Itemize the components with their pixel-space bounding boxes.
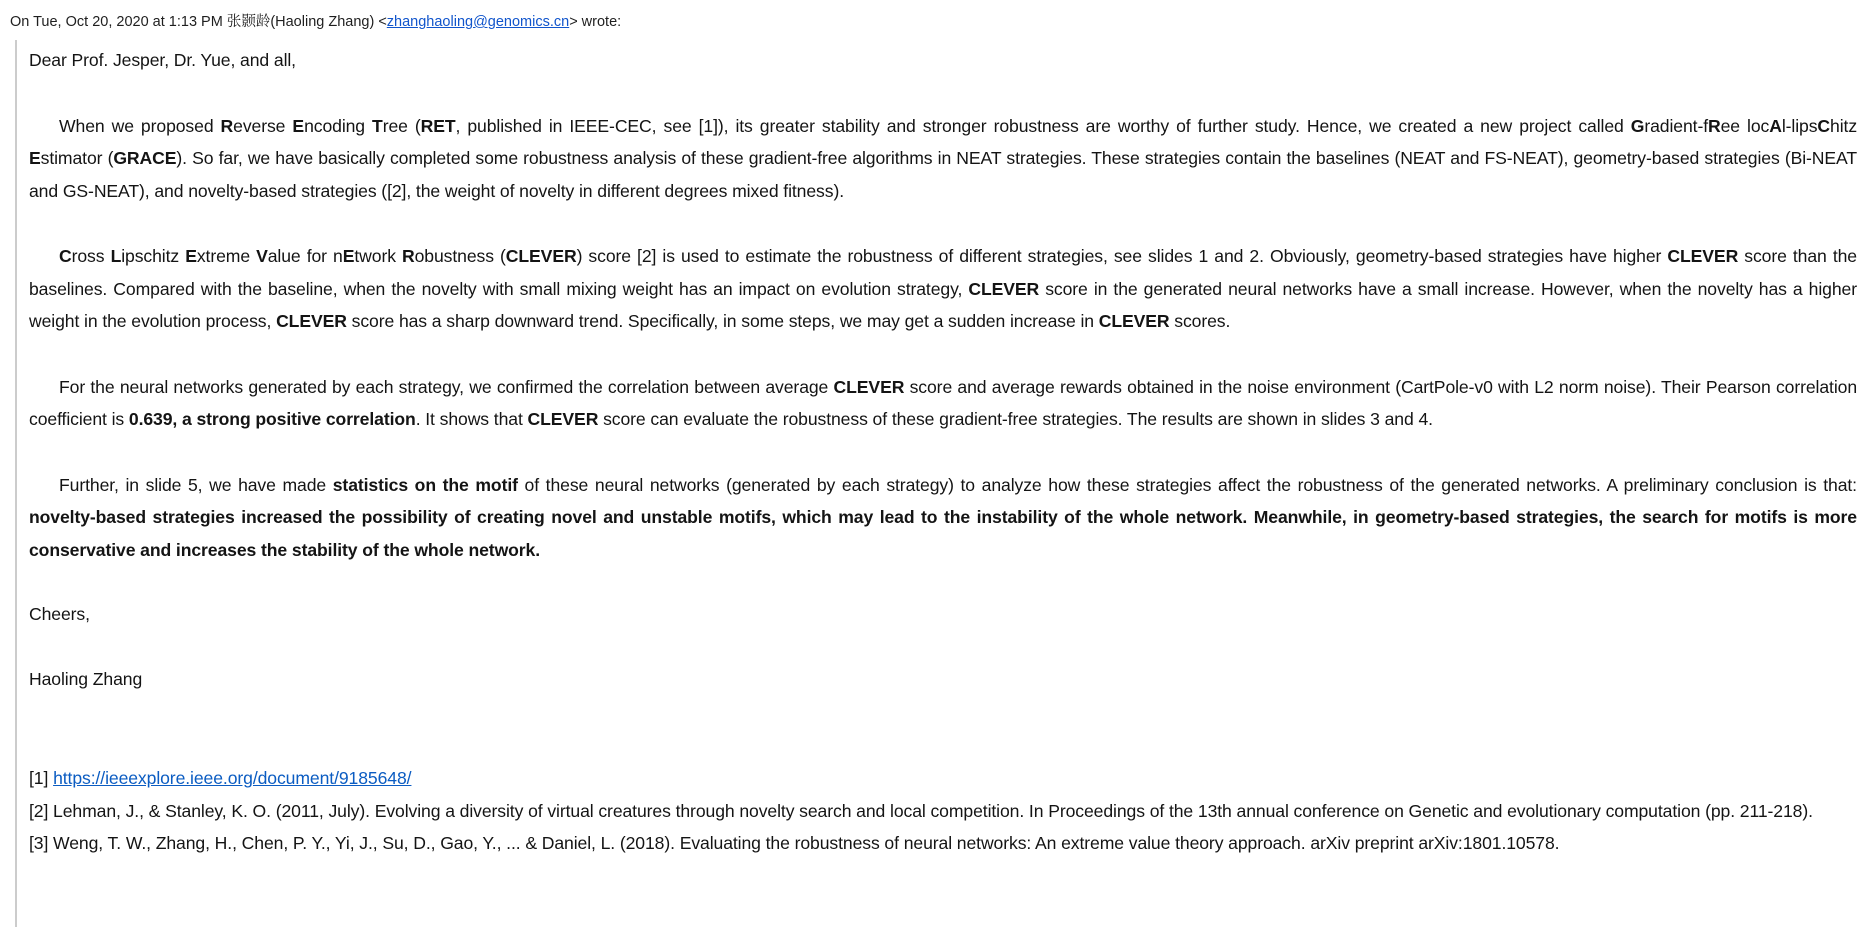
bold-text-run: E [342,246,355,266]
text-run: , published in IEEE-CEC, see [1]), its greater stability and stronger robustness are worthy of further study. Hence, we created a new project called [455,115,1631,136]
bold-text-run: novelty-based strategies increased the possibility of creating novel and unstable motifs, which may lead to the instability of the whole network. Meanwhile, in geometry-based strategies, the search for motifs is more conservative and increases the stability of the whole network. [29,507,1857,560]
text-run: ) score [2] is used to estimate the robustness of different strategies, see slides 1 and 2. Obviously, geometry-based strategies have higher [576,246,1668,266]
reference-list [29,762,1857,860]
text-run: l-lips [1781,115,1818,136]
text-run: hitz [1830,115,1858,136]
text-run: Further, in slide 5, we have made [59,474,333,495]
text-run: obustness ( [414,246,506,266]
text-run: ). So far, we have basically completed some robustness analysis of these gradient-free algorithms in NEAT strategies. These strategies contain the baselines (NEAT and FS-NEAT), geometry-based strategies (Bi-NEAT and GS-NEAT), and novelty-based strategies ([2], the weight of novelty in different degrees mixed fitness). [29,148,1857,201]
text-run: alue for n [267,246,343,266]
text-run: ross [71,246,111,266]
quote-attribution-suffix: > wrote: [569,14,622,30]
quoted-email-body [15,40,1875,927]
text-run: ee loc [1720,115,1770,136]
text-run: score has a sharp downward trend. Specifically, in some steps, we may get a sudden increase in [346,311,1099,331]
email-view [0,12,1875,927]
bold-text-run: GRACE [113,148,177,168]
bold-text-run: A [1769,115,1782,136]
bold-text-run: CLEVER [968,278,1040,299]
bold-text-run: R [1708,115,1721,136]
bold-text-run: R [220,115,234,136]
sender-email-link[interactable]: zhanghaoling@genomics.cn [386,14,570,30]
bold-text-run: R [402,246,415,266]
bold-text-run: CLEVER [1098,311,1170,331]
text-run: [2] Lehman, J., & Stanley, K. O. (2011, July). Evolving a diversity of virtual creatures through novelty search and local competition. In Proceedings of the 13th annual conference on Genetic and evolutionary computation (pp. 211-218). [29,800,1813,821]
text-run: ncoding [304,115,373,136]
bold-text-run: RET [420,115,456,136]
bold-text-run: V [256,246,268,266]
text-run: ree ( [382,115,421,136]
text-run: radient-f [1644,115,1709,136]
body-paragraph-2 [29,240,1857,338]
body-paragraph-4 [29,469,1857,567]
signoff-cheers: Cheers, [29,604,90,624]
bold-text-run: CLEVER [833,376,905,397]
bold-text-run: E [29,148,41,168]
reference-item-2 [29,795,1857,828]
text-run: score in the generated neural networks have a small increase. However, when the novelty has a higher weight in the evolution process, [29,278,1857,331]
quote-attribution-line [10,12,1875,32]
bold-text-run: C [59,246,72,266]
bold-text-run: E [185,246,197,266]
bold-text-run: CLEVER [1667,246,1739,266]
bold-text-run: statistics on the motif [332,474,518,495]
text-run: [1] [29,768,54,788]
text-run: ipschitz [121,246,186,266]
body-paragraph-1 [29,110,1857,208]
text-run: scores. [1169,311,1231,331]
text-run: score than the baselines. Compared with the baseline, when the novelty with small mixing weight has an impact on evolution strategy, [29,246,1857,299]
bold-text-run: CLEVER [527,409,599,429]
bold-text-run: T [372,115,383,136]
text-run: everse [233,115,293,136]
text-run: score can evaluate the robustness of these gradient-free strategies. The results are shown in slides 3 and 4. [598,409,1433,429]
reference-item-1 [29,762,1857,795]
bold-text-run: L [110,246,122,266]
bold-text-run: C [1817,115,1831,136]
reference-item-3 [29,827,1857,860]
bold-text-run: CLEVER [276,311,347,331]
text-run: . It shows that [415,409,528,429]
bold-text-run: E [292,115,305,136]
text-run: When we proposed [59,115,221,136]
bold-text-run: CLEVER [505,246,577,266]
text-run: xtreme [196,246,257,266]
reference-1-link[interactable]: https://ieeexplore.ieee.org/document/9185648/ [53,768,412,788]
text-run: score and average rewards obtained in the noise environment (CartPole-v0 with L2 norm noise). Their Pearson correlation coefficient is [29,376,1858,429]
body-paragraph-3 [29,371,1857,436]
bold-text-run: G [1630,115,1645,136]
bold-text-run: 0.639, a strong positive correlation [128,409,416,429]
text-run: of these neural networks (generated by each strategy) to analyze how these strategies affect the robustness of the generated networks. A preliminary conclusion is that: [517,474,1857,495]
text-run: twork [354,246,403,266]
signature-name: Haoling Zhang [29,668,143,689]
text-run: [3] Weng, T. W., Zhang, H., Chen, P. Y., Yi, J., Su, D., Gao, Y., ... & Daniel, L. (2018). Evaluating the robustness of neural networks: An extreme value theory approach. arXiv preprint arXiv:1801.10578. [29,833,1560,853]
greeting-line: Dear Prof. Jesper, Dr. Yue, and all, [29,50,296,70]
text-run: stimator ( [40,148,114,168]
quote-attribution-prefix: On Tue, Oct 20, 2020 at 1:13 PM 张颢龄(Haoling Zhang) < [10,14,387,30]
text-run: For the neural networks generated by each strategy, we confirmed the correlation between average [59,376,834,397]
